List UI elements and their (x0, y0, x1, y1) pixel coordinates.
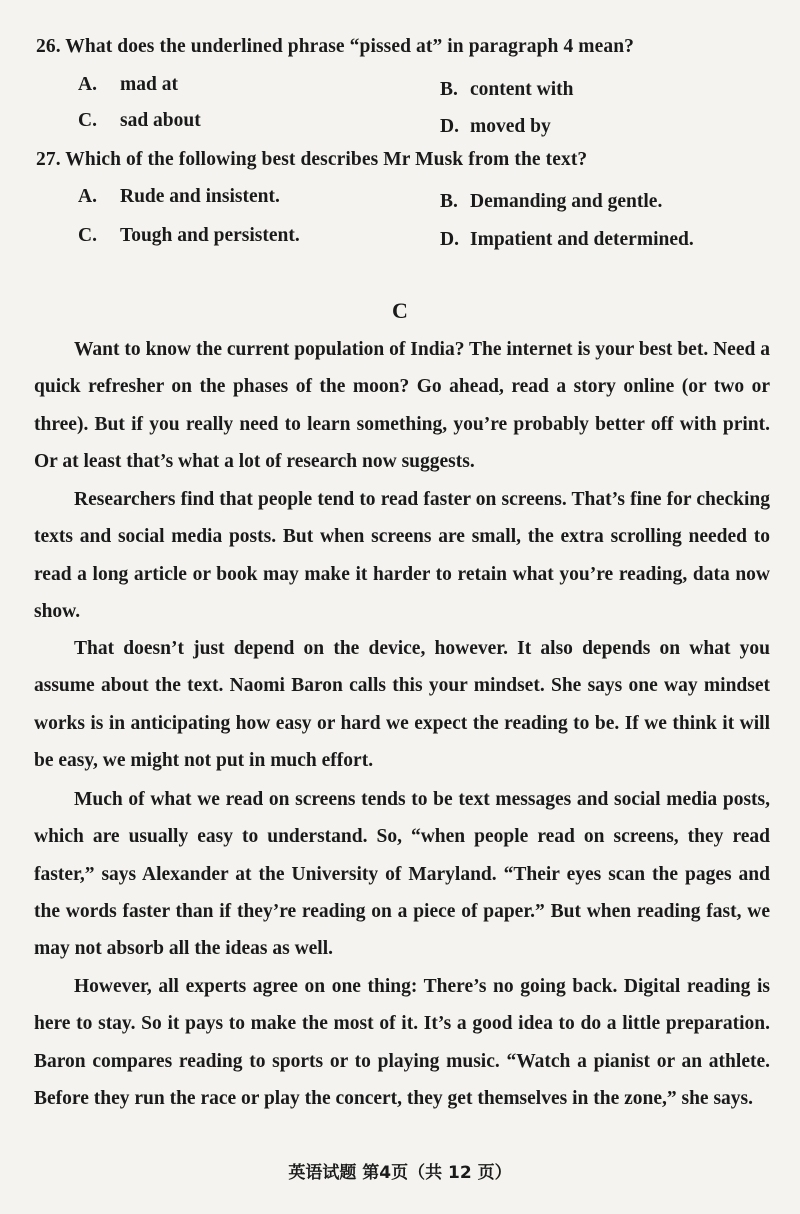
option-letter: C. (78, 225, 97, 246)
option-text: sad about (120, 110, 201, 131)
option-text: Demanding and gentle. (470, 191, 663, 212)
option-letter: D. (440, 116, 459, 137)
option-letter: A. (78, 74, 97, 95)
option-letter: B. (440, 79, 458, 100)
question-26-option-b[interactable] (440, 79, 573, 101)
option-text: Tough and persistent. (120, 225, 300, 246)
option-text: content with (470, 79, 574, 100)
passage-paragraph-4: Much of what we read on screens tends to be text messages and social media posts, which are usually easy to understand. So, “when people read on screens, they read faster,” says Alexander at the University of Maryland. “Their eyes scan the pages and the words faster than if they’re reading on a piece of paper.” But when reading fast, we may not absorb all the ideas as well. (34, 789, 770, 960)
question-26-stem: 26. What does the underlined phrase “pissed at” in paragraph 4 mean? (36, 36, 635, 57)
passage-paragraph-1: Want to know the current population of India? The internet is your best bet. Need a quick refresher on the phases of the moon? Go ahead, read a story online (or two or three). But if you really need to learn something, you’re probably better off with print. Or at least that’s what a lot of research now suggests. (34, 339, 770, 472)
question-26-option-a[interactable] (78, 74, 178, 96)
question-27-option-a[interactable] (78, 186, 280, 208)
question-27-option-c[interactable] (78, 225, 300, 247)
question-26-option-d[interactable] (440, 116, 551, 138)
question-27-stem: 27. Which of the following best describes Mr Musk from the text? (36, 149, 588, 170)
passage-paragraph-2: Researchers find that people tend to read faster on screens. That’s fine for checking texts and social media posts. But when screens are small, the extra scrolling needed to read a long article or book may make it harder to retain what you’re reading, data now show. (34, 489, 770, 622)
page-footer: 英语试题 第4页（共 12 页） (288, 1163, 512, 1183)
option-letter: A. (78, 186, 97, 207)
passage-paragraph-3: That doesn’t just depend on the device, however. It also depends on what you assume about the text. Naomi Baron calls this your mindset. She says one way mindset works is in anticipating how easy or hard we expect the reading to be. If we think it will be easy, we might not put in much effort. (34, 638, 770, 771)
question-26-option-c[interactable] (78, 110, 201, 132)
option-letter: D. (440, 229, 459, 250)
passage-paragraph-5: However, all experts agree on one thing: There’s no going back. Digital reading is here to stay. So it pays to make the most of it. It’s a good idea to do a little preparation. Baron compares reading to sports or to playing music. “Watch a pianist or an athlete. Before they run the race or play the concert, they get themselves in the zone,” she says. (34, 976, 770, 1109)
option-text: moved by (470, 116, 551, 137)
section-heading: C (392, 298, 408, 323)
option-letter: B. (440, 191, 458, 212)
option-letter: C. (78, 110, 97, 131)
option-text: Rude and insistent. (120, 186, 280, 207)
question-27-option-d[interactable] (440, 229, 694, 251)
option-text: Impatient and determined. (470, 229, 694, 250)
question-27-option-b[interactable] (440, 191, 662, 213)
option-text: mad at (120, 74, 178, 95)
